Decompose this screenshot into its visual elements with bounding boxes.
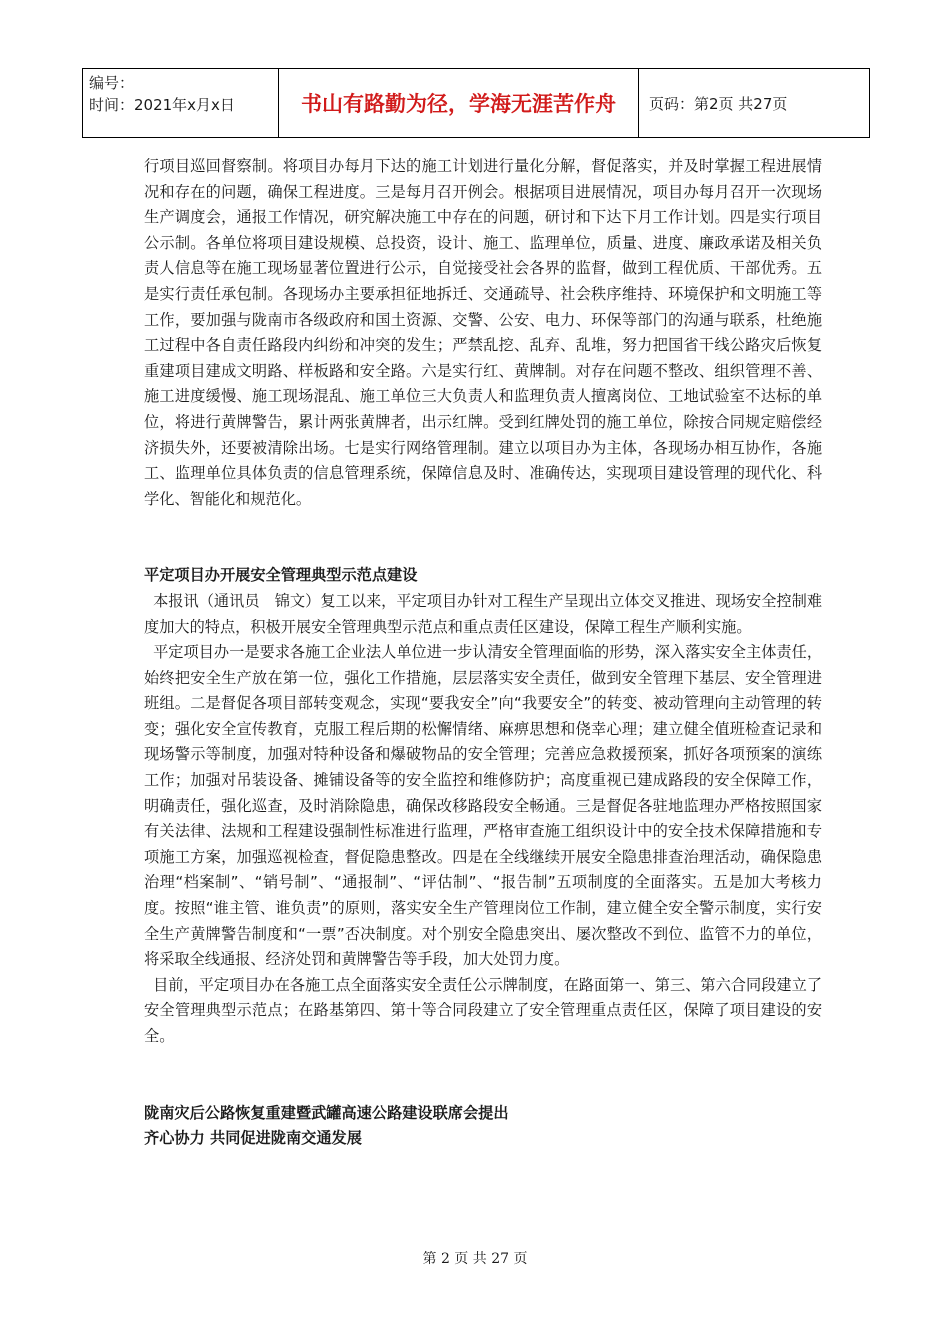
document-time: 时间：2021年x月x日 bbox=[89, 96, 235, 114]
document-number: 编号： bbox=[89, 74, 135, 92]
article-heading-2: 陇南灾后公路恢复重建暨武罐高速公路建设联席会提出 bbox=[144, 1103, 509, 1122]
header-meta bbox=[83, 69, 279, 137]
spacer bbox=[144, 1050, 822, 1101]
article-heading-1: 平定项目办开展安全管理典型示范点建设 bbox=[144, 566, 418, 585]
page-header bbox=[82, 68, 870, 138]
header-page-number: 页码：第2页 共27页 bbox=[649, 94, 788, 113]
paragraph-1: 行项目巡回督察制。将项目办每月下达的施工计划进行量化分解，督促落实，并及时掌握工程进展情况和存在的问题，确保工程进度。三是每月召开例会。根据项目进展情况，项目办每月召开一次现场生产调度会，通报工作情况，研究解决施工中存在的问题，研讨和下达下月工作计划。四是实行项目公示制。各单位将项目建设规模、总投资，设计、施工、监理单位，质量、进度、廉政承诺及相关负责人信息等在施工现场显著位置进行公示，自觉接受社会各界的监督，做到工程优质、干部优秀。五是实行责任承包制。各现场办主要承担征地拆迁、交通疏导、社会秩序维持、环境保护和文明施工等工作，要加强与陇南市各级政府和国土资源、交警、公安、电力、环保等部门的沟通与联系，杜绝施工过程中各自责任路段内纠纷和冲突的发生；严禁乱挖、乱弃、乱堆，努力把国省干线公路灾后恢复重建项目建成文明路、样板路和安全路。六是实行红、黄牌制。对存在问题不整改、组织管理不善、施工进度缓慢、施工现场混乱、施工单位三大负责人和监理负责人擅离岗位、工地试验室不达标的单位，将进行黄牌警告，累计两张黄牌者，出示红牌。受到红牌处罚的施工单位，除按合同规定赔偿经济损失外，还要被清除出场。七是实行网络管理制。建立以项目办为主体，各现场办相互协作，各施工、监理单位具体负责的信息管理系统，保障信息及时、准确传达，实现项目建设管理的现代化、科学化、智能化和规范化。 bbox=[144, 157, 822, 508]
article-heading-3: 齐心协力 共同促进陇南交通发展 bbox=[144, 1129, 362, 1148]
paragraph-3: 平定项目办一是要求各施工企业法人单位进一步认清安全管理面临的形势，深入落实安全主体责任，始终把安全生产放在第一位，强化工作措施，层层落实安全责任，做到安全管理下基层、安全管理进班组。二是督促各项目部转变观念，实现“要我安全”向“我要安全”的转变、被动管理向主动管理的转变；强化安全宣传教育，克服工程后期的松懈情绪、麻痹思想和侥幸心理；建立健全值班检查记录和现场警示等制度，加强对特种设备和爆破物品的安全管理；完善应急救援预案，抓好各项预案的演练工作；加强对吊装设备、摊铺设备等的安全监控和维修防护；高度重视已建成路段的安全保障工作，明确责任，强化巡查，及时消除隐患，确保改移路段安全畅通。三是督促各驻地监理办严格按照国家有关法律、法规和工程建设强制性标准进行监理，严格审查施工组织设计中的安全技术保障措施和专项施工方案，加强巡视检查，督促隐患整改。四是在全线继续开展安全隐患排查治理活动，确保隐患治理“档案制”、“销号制”、“通报制”、“评估制”、“报告制”五项制度的全面落实。五是加大考核力度。按照“谁主管、谁负责”的原则，落实安全生产管理岗位工作制，建立健全安全警示制度，实行安全生产黄牌警告制度和“一票”否决制度。对个别安全隐患突出、屡次整改不到位、监管不力的单位，将采取全线通报、经济处罚和黄牌警告等手段，加大处罚力度。 bbox=[144, 643, 822, 969]
page-footer: 第 2 页 共 27 页 bbox=[422, 1251, 528, 1267]
paragraph-4: 目前，平定项目办在各施工点全面落实安全责任公示牌制度，在路面第一、第三、第六合同段建立了安全管理典型示范点；在路基第四、第十等合同段建立了安全管理重点责任区，保障了项目建设的安全。 bbox=[144, 975, 822, 1045]
spacer bbox=[144, 512, 822, 563]
document-body bbox=[144, 154, 822, 1152]
paragraph-2: 本报讯（通讯员 锦文）复工以来，平定项目办针对工程生产呈现出立体交叉推进、现场安全控制难度加大的特点，积极开展安全管理典型示范点和重点责任区建设，保障工程生产顺利实施。 bbox=[144, 591, 822, 636]
header-motto: 书山有路勤为径，学海无涯苦作舟 bbox=[279, 69, 639, 137]
